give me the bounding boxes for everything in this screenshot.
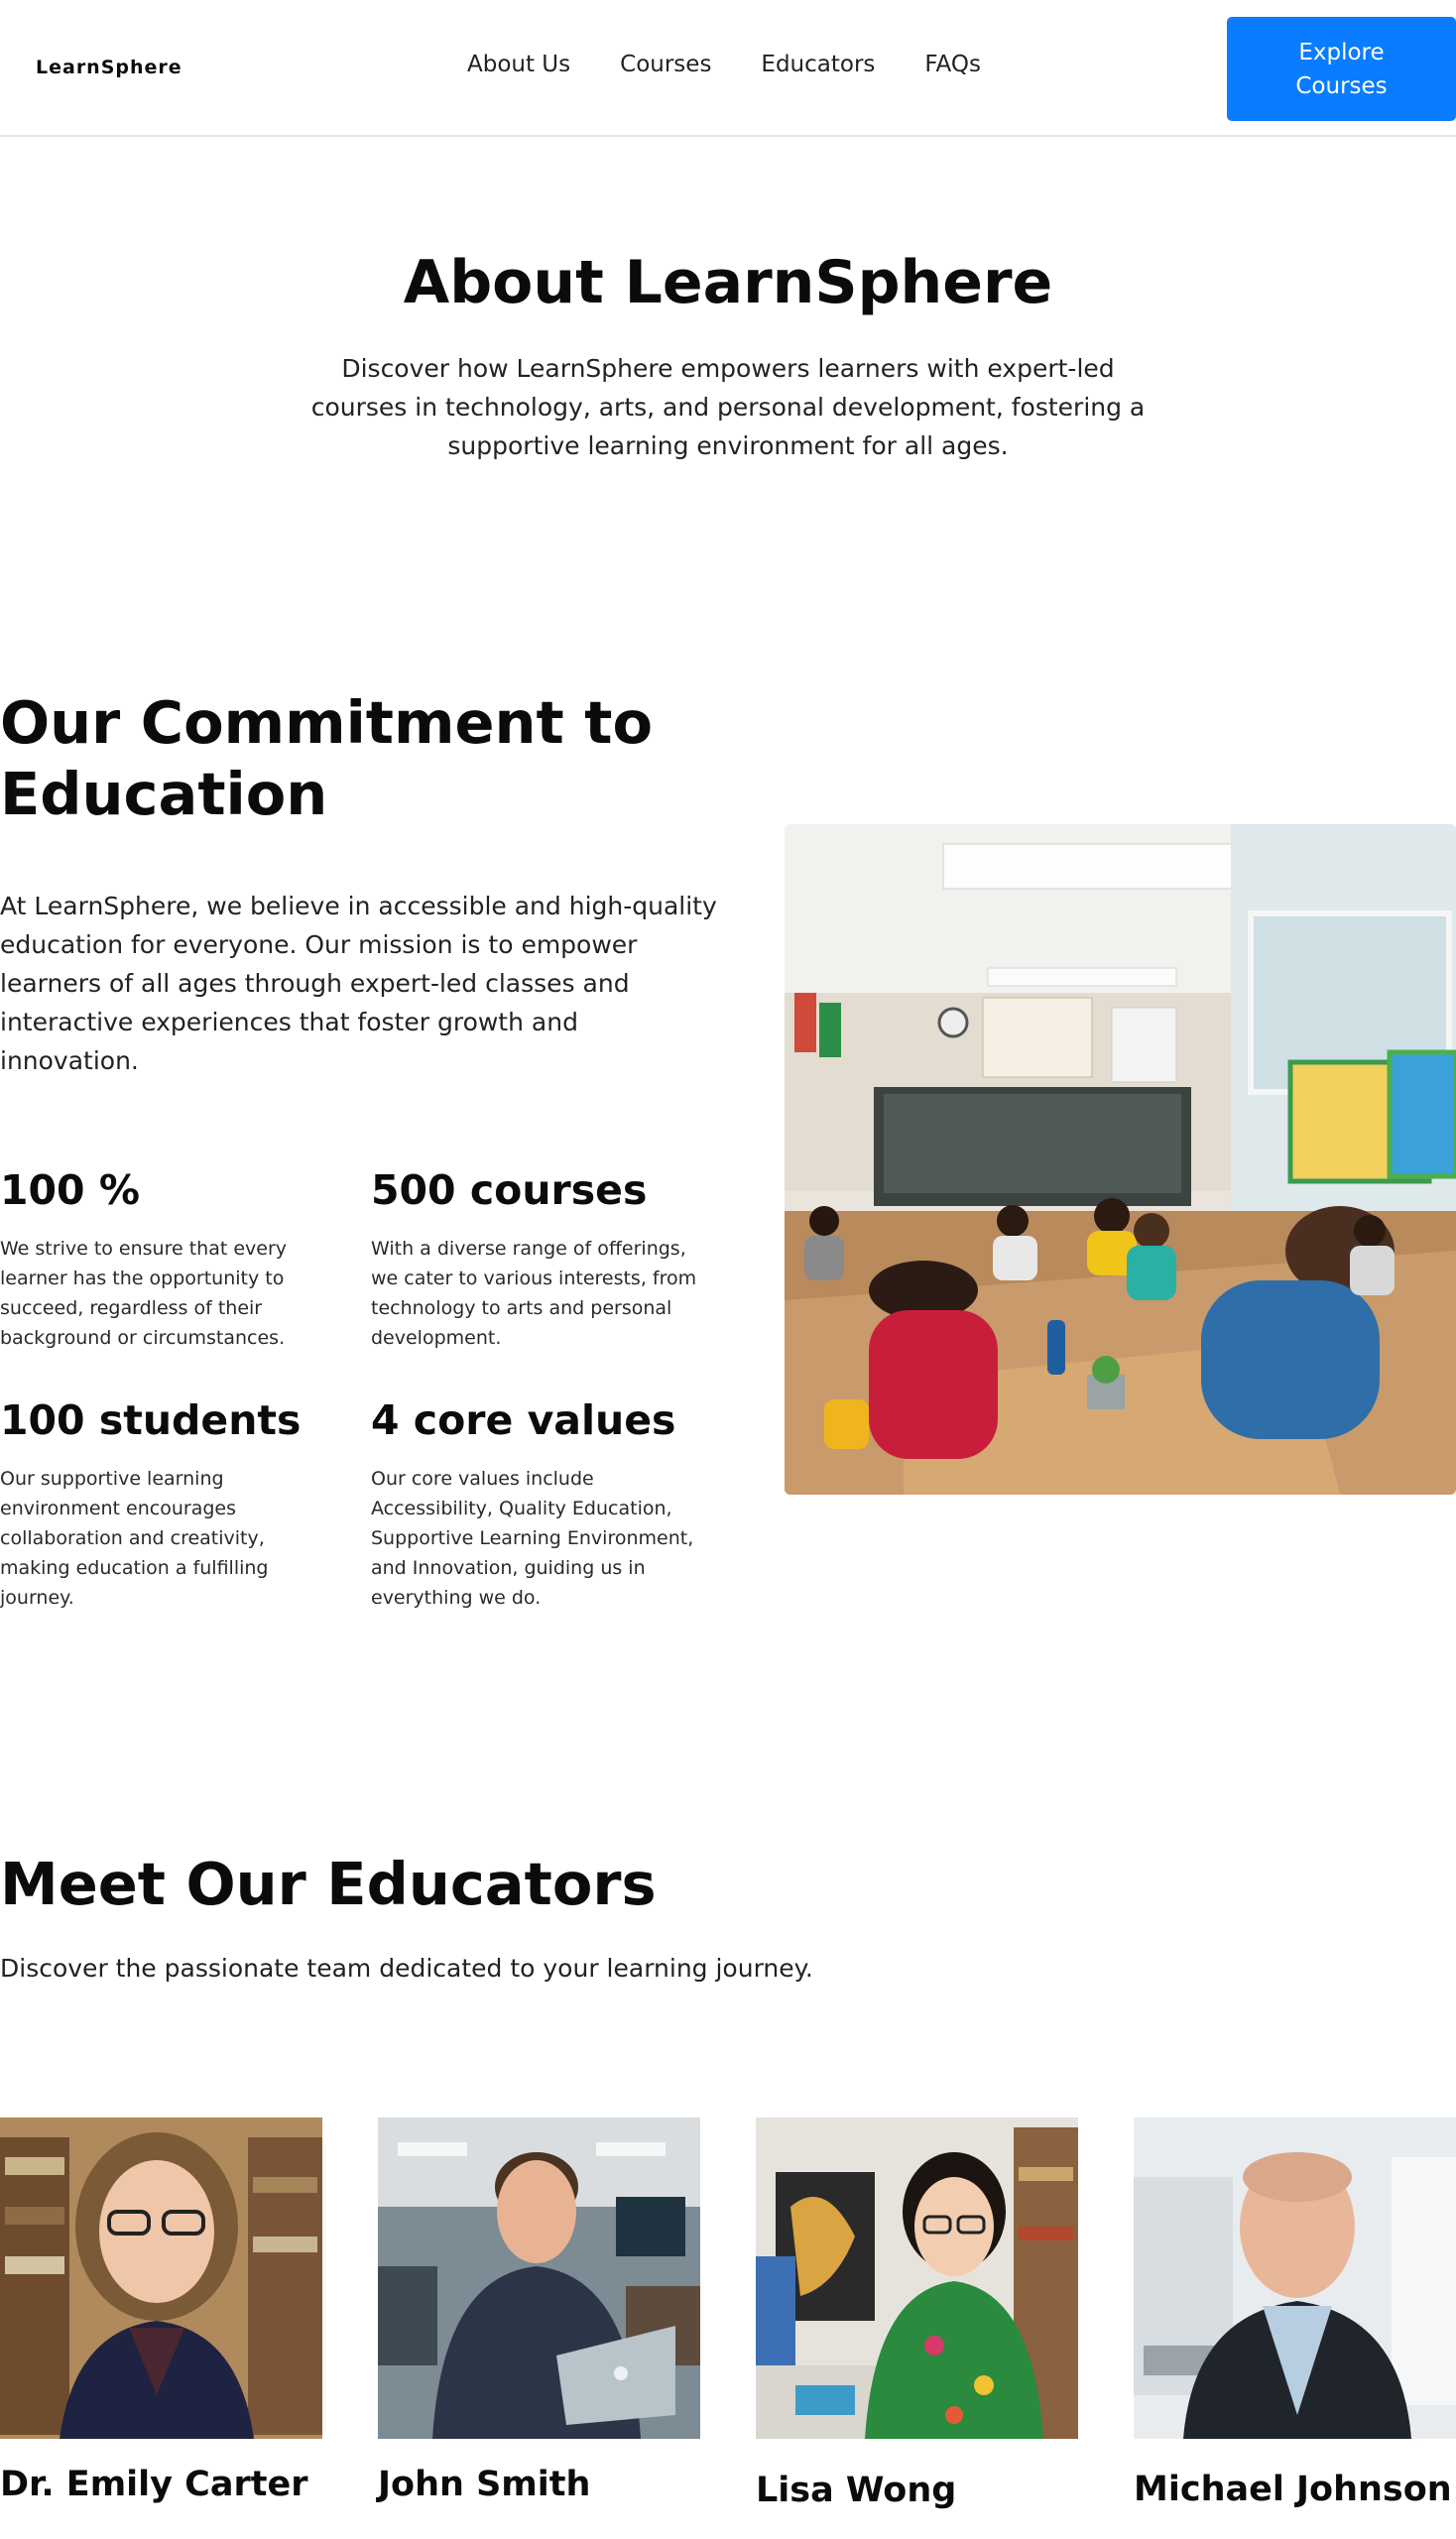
commitment-title: Our Commitment to Education bbox=[0, 688, 653, 828]
educator-card[interactable] bbox=[0, 2117, 322, 2504]
educator-name: Dr. Emily Carter bbox=[0, 2465, 308, 2504]
educator-name: Michael Johnson bbox=[1134, 2470, 1452, 2509]
educators-subtitle: Discover the passionate team dedicated to your learning journey. bbox=[0, 1954, 813, 1983]
stat-value: 500 courses bbox=[371, 1166, 648, 1214]
educator-card[interactable] bbox=[378, 2117, 700, 2504]
educator-photo bbox=[756, 2117, 1078, 2439]
stat-value: 100 % bbox=[0, 1166, 140, 1214]
stat-text: Our core values include Accessibility, Quality Education, Supportive Learning Environment, and Innovation, guiding us in everything we do. bbox=[371, 1468, 694, 1609]
main-nav bbox=[467, 52, 981, 77]
page-title: About LearnSphere bbox=[403, 248, 1053, 317]
educator-photo bbox=[378, 2117, 700, 2439]
educator-name: Lisa Wong bbox=[756, 2471, 957, 2510]
stat-value: 100 students bbox=[0, 1396, 302, 1444]
stat-value: 4 core values bbox=[371, 1396, 676, 1444]
educator-card[interactable] bbox=[756, 2117, 1078, 2510]
stat-students bbox=[0, 1396, 327, 1609]
stat-text: Our supportive learning environment encourages collaboration and creativity, making education a fulfilling journey. bbox=[0, 1468, 269, 1609]
educator-name: John Smith bbox=[378, 2465, 591, 2504]
nav-educators[interactable]: Educators bbox=[761, 52, 876, 77]
hero-subtitle: Discover how LearnSphere empowers learners with expert-led courses in technology, arts, and personal development, fostering a supportive learning environment for all ages. bbox=[310, 354, 1146, 460]
educator-photo bbox=[0, 2117, 322, 2439]
classroom-image bbox=[785, 824, 1456, 1495]
stat-text: We strive to ensure that every learner has the opportunity to succeed, regardless of their background or circumstances. bbox=[0, 1238, 288, 1349]
stat-text: With a diverse range of offerings, we cater to various interests, from technology to arts and personal development. bbox=[371, 1238, 697, 1349]
logo[interactable]: LearnSphere bbox=[36, 57, 182, 78]
nav-courses[interactable]: Courses bbox=[620, 52, 712, 77]
educator-photo bbox=[1134, 2117, 1456, 2439]
commitment-text: At LearnSphere, we believe in accessible and high-quality education for everyone. Our mission is to empower learners of all ages through expert-led classes and interactive experiences that foster growth and innovation. bbox=[0, 892, 717, 1075]
stat-courses bbox=[371, 1166, 698, 1349]
stat-percent bbox=[0, 1166, 327, 1349]
nav-about-us[interactable]: About Us bbox=[467, 52, 571, 77]
site-header bbox=[0, 0, 1456, 137]
educators-title: Meet Our Educators bbox=[0, 1850, 657, 1918]
stat-values bbox=[371, 1396, 698, 1609]
educator-card[interactable] bbox=[1134, 2117, 1456, 2509]
nav-faqs[interactable]: FAQs bbox=[924, 52, 981, 77]
explore-courses-button[interactable]: Explore Courses bbox=[1227, 17, 1456, 121]
